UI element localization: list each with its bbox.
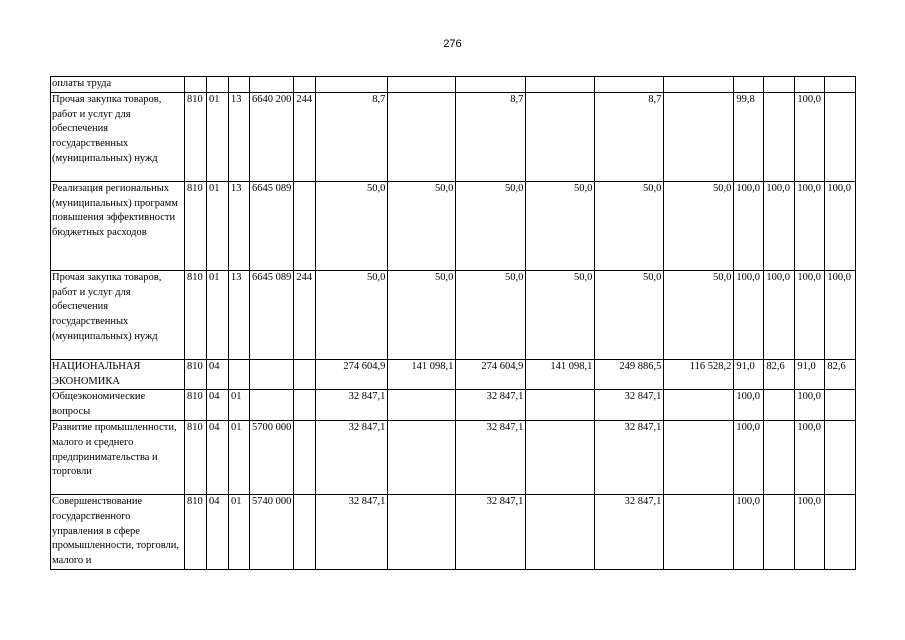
code-subsection: 01 xyxy=(229,420,250,494)
code-expense-type xyxy=(294,359,316,390)
code-subsection: 13 xyxy=(229,92,250,181)
value-revised-subventions xyxy=(526,92,595,181)
value-plan-total: 32 847,1 xyxy=(316,420,388,494)
value-plan-total: 274 604,9 xyxy=(316,359,388,390)
percent-4 xyxy=(825,494,856,569)
code-expense-type: 244 xyxy=(294,92,316,181)
value-revised-subventions xyxy=(526,420,595,494)
table-row xyxy=(51,420,856,494)
percent-3: 100,0 xyxy=(795,181,825,270)
value-revised-subventions xyxy=(526,390,595,421)
percent-3: 100,0 xyxy=(795,494,825,569)
value-plan-subventions xyxy=(388,77,456,93)
value-plan-subventions xyxy=(388,92,456,181)
value-plan-total: 8,7 xyxy=(316,92,388,181)
value-revised-total: 32 847,1 xyxy=(456,420,526,494)
table-row xyxy=(51,270,856,359)
row-name: Общеэкономические вопросы xyxy=(51,390,185,421)
percent-1: 100,0 xyxy=(734,420,764,494)
percent-1: 100,0 xyxy=(734,494,764,569)
row-name: НАЦИОНАЛЬНАЯ ЭКОНОМИКА xyxy=(51,359,185,390)
percent-2: 82,6 xyxy=(764,359,795,390)
code-target: 6645 089 xyxy=(250,181,294,270)
value-executed-total: 249 886,5 xyxy=(595,359,664,390)
value-executed-subventions: 50,0 xyxy=(664,181,734,270)
value-revised-total: 32 847,1 xyxy=(456,390,526,421)
code-section: 01 xyxy=(207,270,229,359)
code-section: 04 xyxy=(207,420,229,494)
value-plan-subventions: 50,0 xyxy=(388,181,456,270)
code-ministry: 810 xyxy=(185,181,207,270)
value-revised-total: 32 847,1 xyxy=(456,494,526,569)
value-revised-total: 8,7 xyxy=(456,92,526,181)
value-executed-subventions xyxy=(664,77,734,93)
value-executed-total: 50,0 xyxy=(595,181,664,270)
percent-3 xyxy=(795,77,825,93)
code-section: 01 xyxy=(207,92,229,181)
percent-4: 100,0 xyxy=(825,181,856,270)
code-expense-type xyxy=(294,181,316,270)
percent-3: 91,0 xyxy=(795,359,825,390)
percent-4: 100,0 xyxy=(825,270,856,359)
value-plan-total: 50,0 xyxy=(316,270,388,359)
value-revised-subventions: 50,0 xyxy=(526,181,595,270)
value-executed-subventions xyxy=(664,494,734,569)
value-executed-subventions xyxy=(664,390,734,421)
code-ministry: 810 xyxy=(185,494,207,569)
code-target: 6645 089 xyxy=(250,270,294,359)
value-executed-subventions xyxy=(664,92,734,181)
code-subsection: 01 xyxy=(229,494,250,569)
value-executed-subventions xyxy=(664,420,734,494)
table-row xyxy=(51,77,856,93)
code-subsection xyxy=(229,359,250,390)
value-revised-total xyxy=(456,77,526,93)
percent-1 xyxy=(734,77,764,93)
code-ministry: 810 xyxy=(185,92,207,181)
value-revised-subventions xyxy=(526,494,595,569)
table-row xyxy=(51,359,856,390)
code-target: 5700 000 xyxy=(250,420,294,494)
row-name: Совершенствование государственного управления в сфере промышленности, торговли, малого и xyxy=(51,494,185,569)
value-plan-subventions xyxy=(388,494,456,569)
table-row xyxy=(51,390,856,421)
row-name: Прочая закупка товаров, работ и услуг для обеспечения государственных (муниципальных) нужд xyxy=(51,270,185,359)
code-subsection: 13 xyxy=(229,181,250,270)
code-target xyxy=(250,77,294,93)
code-ministry xyxy=(185,77,207,93)
code-target xyxy=(250,359,294,390)
percent-4 xyxy=(825,77,856,93)
row-name: оплаты труда xyxy=(51,77,185,93)
code-section: 04 xyxy=(207,390,229,421)
code-expense-type xyxy=(294,420,316,494)
budget-table xyxy=(50,76,856,570)
value-revised-total: 50,0 xyxy=(456,181,526,270)
percent-1: 91,0 xyxy=(734,359,764,390)
value-plan-subventions xyxy=(388,390,456,421)
value-executed-subventions: 116 528,2 xyxy=(664,359,734,390)
value-executed-subventions: 50,0 xyxy=(664,270,734,359)
percent-4 xyxy=(825,92,856,181)
table-row xyxy=(51,494,856,569)
code-expense-type xyxy=(294,494,316,569)
code-target: 5740 000 xyxy=(250,494,294,569)
value-plan-subventions: 141 098,1 xyxy=(388,359,456,390)
value-revised-subventions xyxy=(526,77,595,93)
value-plan-subventions: 50,0 xyxy=(388,270,456,359)
percent-1: 99,8 xyxy=(734,92,764,181)
code-ministry: 810 xyxy=(185,359,207,390)
code-expense-type xyxy=(294,390,316,421)
code-section xyxy=(207,77,229,93)
code-section: 04 xyxy=(207,494,229,569)
percent-1: 100,0 xyxy=(734,270,764,359)
percent-2: 100,0 xyxy=(764,270,795,359)
code-section: 04 xyxy=(207,359,229,390)
percent-3: 100,0 xyxy=(795,390,825,421)
code-subsection: 01 xyxy=(229,390,250,421)
value-plan-total: 32 847,1 xyxy=(316,494,388,569)
code-subsection xyxy=(229,77,250,93)
value-revised-subventions: 50,0 xyxy=(526,270,595,359)
value-executed-total: 32 847,1 xyxy=(595,420,664,494)
code-ministry: 810 xyxy=(185,390,207,421)
code-target: 6640 200 xyxy=(250,92,294,181)
code-ministry: 810 xyxy=(185,420,207,494)
value-plan-total: 50,0 xyxy=(316,181,388,270)
percent-2 xyxy=(764,390,795,421)
percent-4 xyxy=(825,390,856,421)
code-section: 01 xyxy=(207,181,229,270)
value-revised-subventions: 141 098,1 xyxy=(526,359,595,390)
page-number: 276 xyxy=(443,38,462,50)
row-name: Реализация региональных (муниципальных) программ повышения эффективности бюджетных расходов xyxy=(51,181,185,270)
value-plan-total: 32 847,1 xyxy=(316,390,388,421)
value-executed-total: 8,7 xyxy=(595,92,664,181)
table-row xyxy=(51,181,856,270)
code-subsection: 13 xyxy=(229,270,250,359)
value-revised-total: 50,0 xyxy=(456,270,526,359)
value-executed-total: 32 847,1 xyxy=(595,494,664,569)
percent-2 xyxy=(764,420,795,494)
percent-4: 82,6 xyxy=(825,359,856,390)
value-plan-subventions xyxy=(388,420,456,494)
value-executed-total xyxy=(595,77,664,93)
percent-2: 100,0 xyxy=(764,181,795,270)
percent-4 xyxy=(825,420,856,494)
percent-1: 100,0 xyxy=(734,390,764,421)
value-executed-total: 50,0 xyxy=(595,270,664,359)
percent-2 xyxy=(764,494,795,569)
value-plan-total xyxy=(316,77,388,93)
table-row xyxy=(51,92,856,181)
percent-2 xyxy=(764,92,795,181)
code-ministry: 810 xyxy=(185,270,207,359)
value-executed-total: 32 847,1 xyxy=(595,390,664,421)
percent-3: 100,0 xyxy=(795,270,825,359)
percent-3: 100,0 xyxy=(795,420,825,494)
percent-3: 100,0 xyxy=(795,92,825,181)
code-expense-type xyxy=(294,77,316,93)
row-name: Развитие промышленности, малого и среднего предпринимательства и торговли xyxy=(51,420,185,494)
code-expense-type: 244 xyxy=(294,270,316,359)
code-target xyxy=(250,390,294,421)
percent-2 xyxy=(764,77,795,93)
percent-1: 100,0 xyxy=(734,181,764,270)
row-name: Прочая закупка товаров, работ и услуг для обеспечения государственных (муниципальных) нужд xyxy=(51,92,185,181)
value-revised-total: 274 604,9 xyxy=(456,359,526,390)
